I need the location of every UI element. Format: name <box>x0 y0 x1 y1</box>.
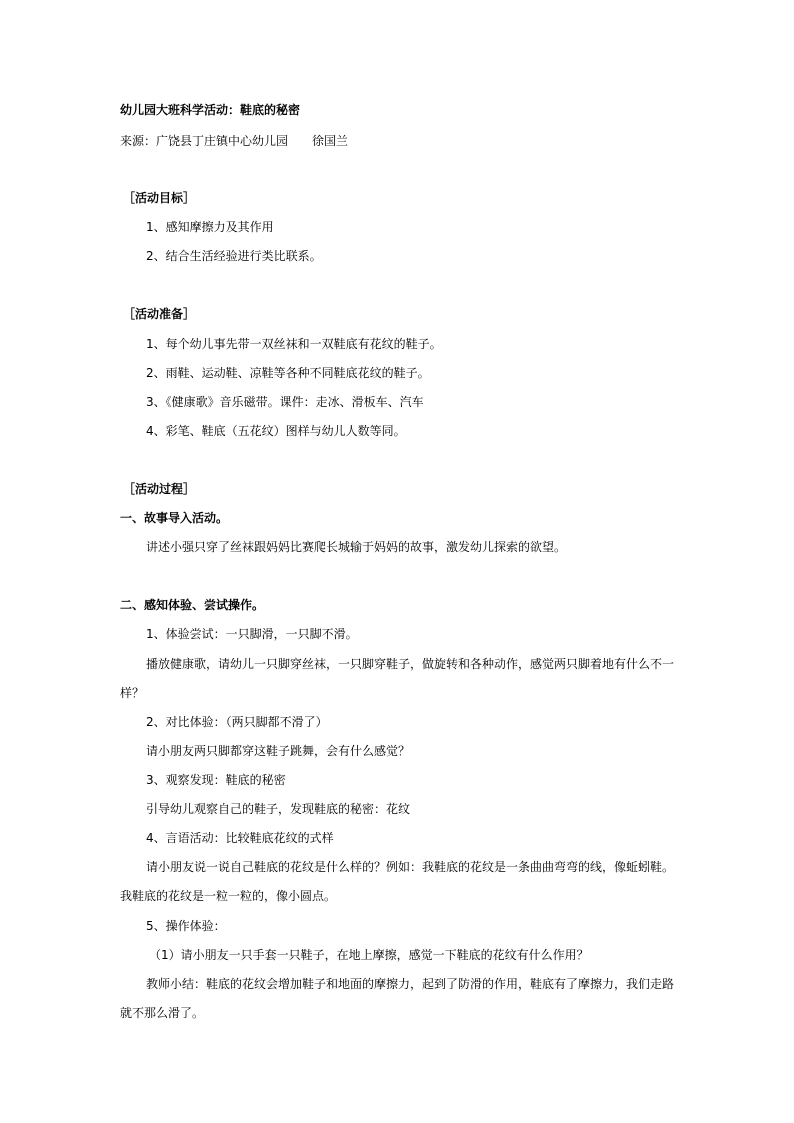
process-heading: ［活动过程］ <box>123 482 196 496</box>
prep-item: 4、彩笔、鞋底（五花纹）图样与幼儿人数等同。 <box>146 424 406 438</box>
doc-title: 幼儿园大班科学活动：鞋底的秘密 <box>120 103 301 117</box>
step-text: 引导幼儿观察自己的鞋子，发现鞋底的秘密：花纹 <box>146 802 411 816</box>
prep-heading: ［活动准备］ <box>123 307 196 321</box>
step-heading: 3、观察发现：鞋底的秘密 <box>146 773 286 787</box>
prep-item: 3、《健康歌》音乐磁带。课件：走冰、滑板车、汽车 <box>146 395 424 409</box>
step-heading: 5、操作体验： <box>146 919 226 933</box>
prep-item: 1、每个幼儿事先带一双丝袜和一双鞋底有花纹的鞋子。 <box>146 337 442 351</box>
step-summary: 教师小结：鞋底的花纹会增加鞋子和地面的摩擦力，起到了防滑的作用，鞋底有了摩擦力，我们走路 <box>146 977 675 991</box>
step-text: 播放健康歌，请幼儿一只脚穿丝袜，一只脚穿鞋子，做旋转和各种动作，感觉两只脚着地有什么不一 <box>146 657 675 671</box>
prep-item: 2、雨鞋、运动鞋、凉鞋等各种不同鞋底花纹的鞋子。 <box>146 366 430 380</box>
step-summary: 就不那么滑了。 <box>120 1006 205 1020</box>
step-question: （1）请小朋友一只手套一只鞋子，在地上摩擦，感觉一下鞋底的花纹有什么作用？ <box>149 948 589 962</box>
goal-item: 1、感知摩擦力及其作用 <box>146 220 274 234</box>
step-text: 样？ <box>120 686 145 700</box>
part1-text: 讲述小强只穿了丝袜跟妈妈比赛爬长城输于妈妈的故事，激发幼儿探索的欲望。 <box>146 540 567 554</box>
step-heading: 4、言语活动：比较鞋底花纹的式样 <box>146 831 334 845</box>
part2-heading: 二、感知体验、尝试操作。 <box>120 598 265 612</box>
step-text: 请小朋友说一说自己鞋底的花纹是什么样的？例如：我鞋底的花纹是一条曲曲弯弯的线，像蚯蚓鞋。 <box>146 860 675 874</box>
step-text: 请小朋友两只脚都穿这鞋子跳舞，会有什么感觉？ <box>146 744 411 758</box>
doc-source: 来源：广饶县丁庄镇中心幼儿园 徐国兰 <box>120 134 349 148</box>
part1-heading: 一、故事导入活动。 <box>120 511 229 525</box>
step-heading: 1、体验尝试：一只脚滑，一只脚不滑。 <box>146 627 358 641</box>
goal-item: 2、结合生活经验进行类比联系。 <box>146 249 322 263</box>
step-text: 我鞋底的花纹是一粒一粒的，像小圆点。 <box>120 889 337 903</box>
goals-heading: ［活动目标］ <box>123 191 196 205</box>
step-heading: 2、对比体验：（两只脚都不滑了） <box>146 715 328 729</box>
